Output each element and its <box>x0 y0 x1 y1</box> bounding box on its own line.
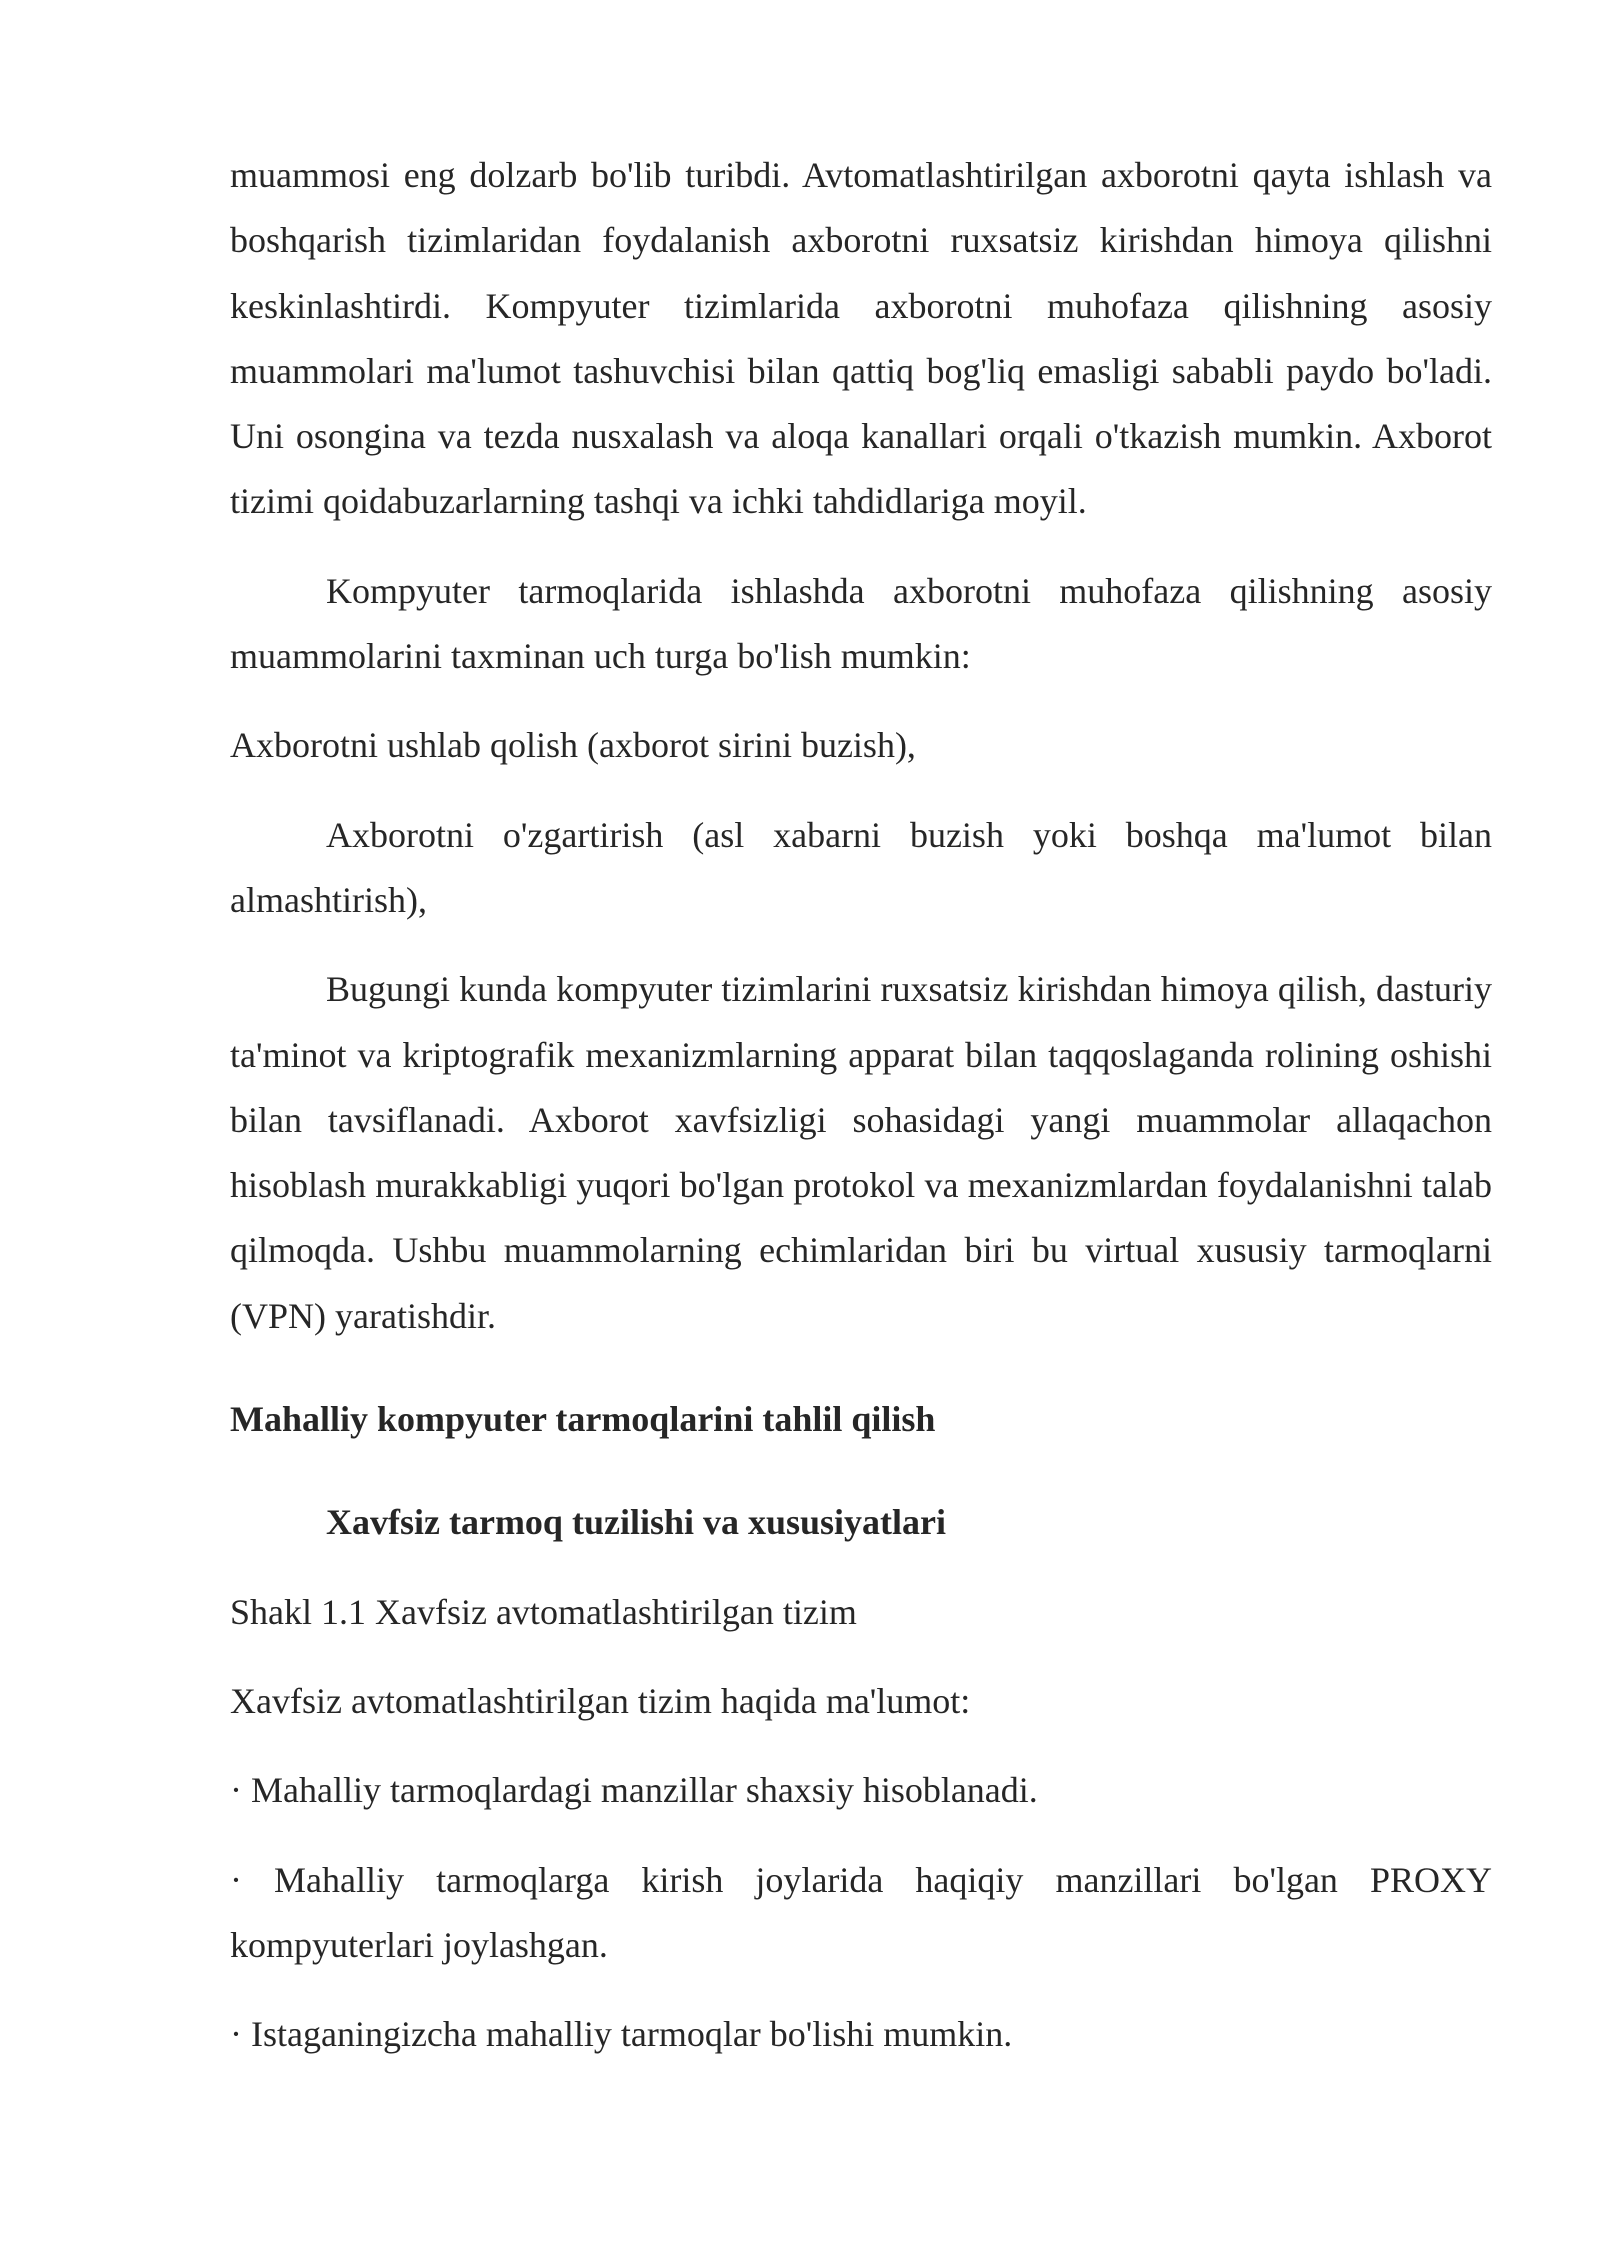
document-page <box>230 143 1492 2067</box>
paragraph-modification: Axborotni o'zgartirish (asl xabarni buzish yoki boshqa ma'lumot bilan almashtirish), <box>230 814 1492 920</box>
paragraph-interception: Axborotni ushlab qolish (axborot sirini buzish), <box>230 725 916 766</box>
bullet-item: · Mahalliy tarmoqlarga kirish joylarida haqiqiy manzillari bo'lgan PROXY kompyuterlari joylashgan. <box>230 1859 1492 1965</box>
figure-caption: Shakl 1.1 Xavfsiz avtomatlashtirilgan tizim <box>230 1591 857 1632</box>
bullet-item: · Mahalliy tarmoqlardagi manzillar shaxsiy hisoblanadi. <box>230 1770 1038 1811</box>
subsection-heading: Xavfsiz tarmoq tuzilishi va xususiyatlari <box>326 1502 947 1543</box>
paragraph-intro: muammosi eng dolzarb bo'lib turibdi. Avtomatlashtirilgan axborotni qayta ishlash va boshqarish tizimlaridan foydalanish axborotni ruxsatsiz kirishdan himoya qilishni keskinlashtirdi. Kompyuter tizimlarida axborotni muhofaza qilishning asosiy muammolari ma'lumot tashuvchisi bilan qattiq bog'liq emasligi sababli paydo bo'ladi. Uni osongina va tezda nusxalash va aloqa kanallari orqali o'tkazish mumkin. Axborot tizimi qoidabuzarlarning tashqi va ichki tahdidlariga moyil. <box>230 155 1492 522</box>
section-heading: Mahalliy kompyuter tarmoqlarini tahlil qilish <box>230 1399 936 1440</box>
info-intro: Xavfsiz avtomatlashtirilgan tizim haqida ma'lumot: <box>230 1680 971 1721</box>
bullet-item: · Istaganingizcha mahalliy tarmoqlar bo'lishi mumkin. <box>230 2014 1013 2055</box>
paragraph-today: Bugungi kunda kompyuter tizimlarini ruxsatsiz kirishdan himoya qilish, dasturiy ta'minot va kriptografik mexanizmlarning apparat bilan taqqoslaganda rolining oshishi bilan tavsiflanadi. Axborot xavfsizligi sohasidagi yangi muammolar allaqachon hisoblash murakkabligi yuqori bo'lgan protokol va mexanizmlardan foydalanishni talab qilmoqda. Ushbu muammolarning echimlaridan biri bu virtual xususiy tarmoqlarni (VPN) yaratishdir. <box>230 969 1492 1336</box>
paragraph-problems: Kompyuter tarmoqlarida ishlashda axborotni muhofaza qilishning asosiy muammolarini taxminan uch turga bo'lish mumkin: <box>230 570 1492 677</box>
